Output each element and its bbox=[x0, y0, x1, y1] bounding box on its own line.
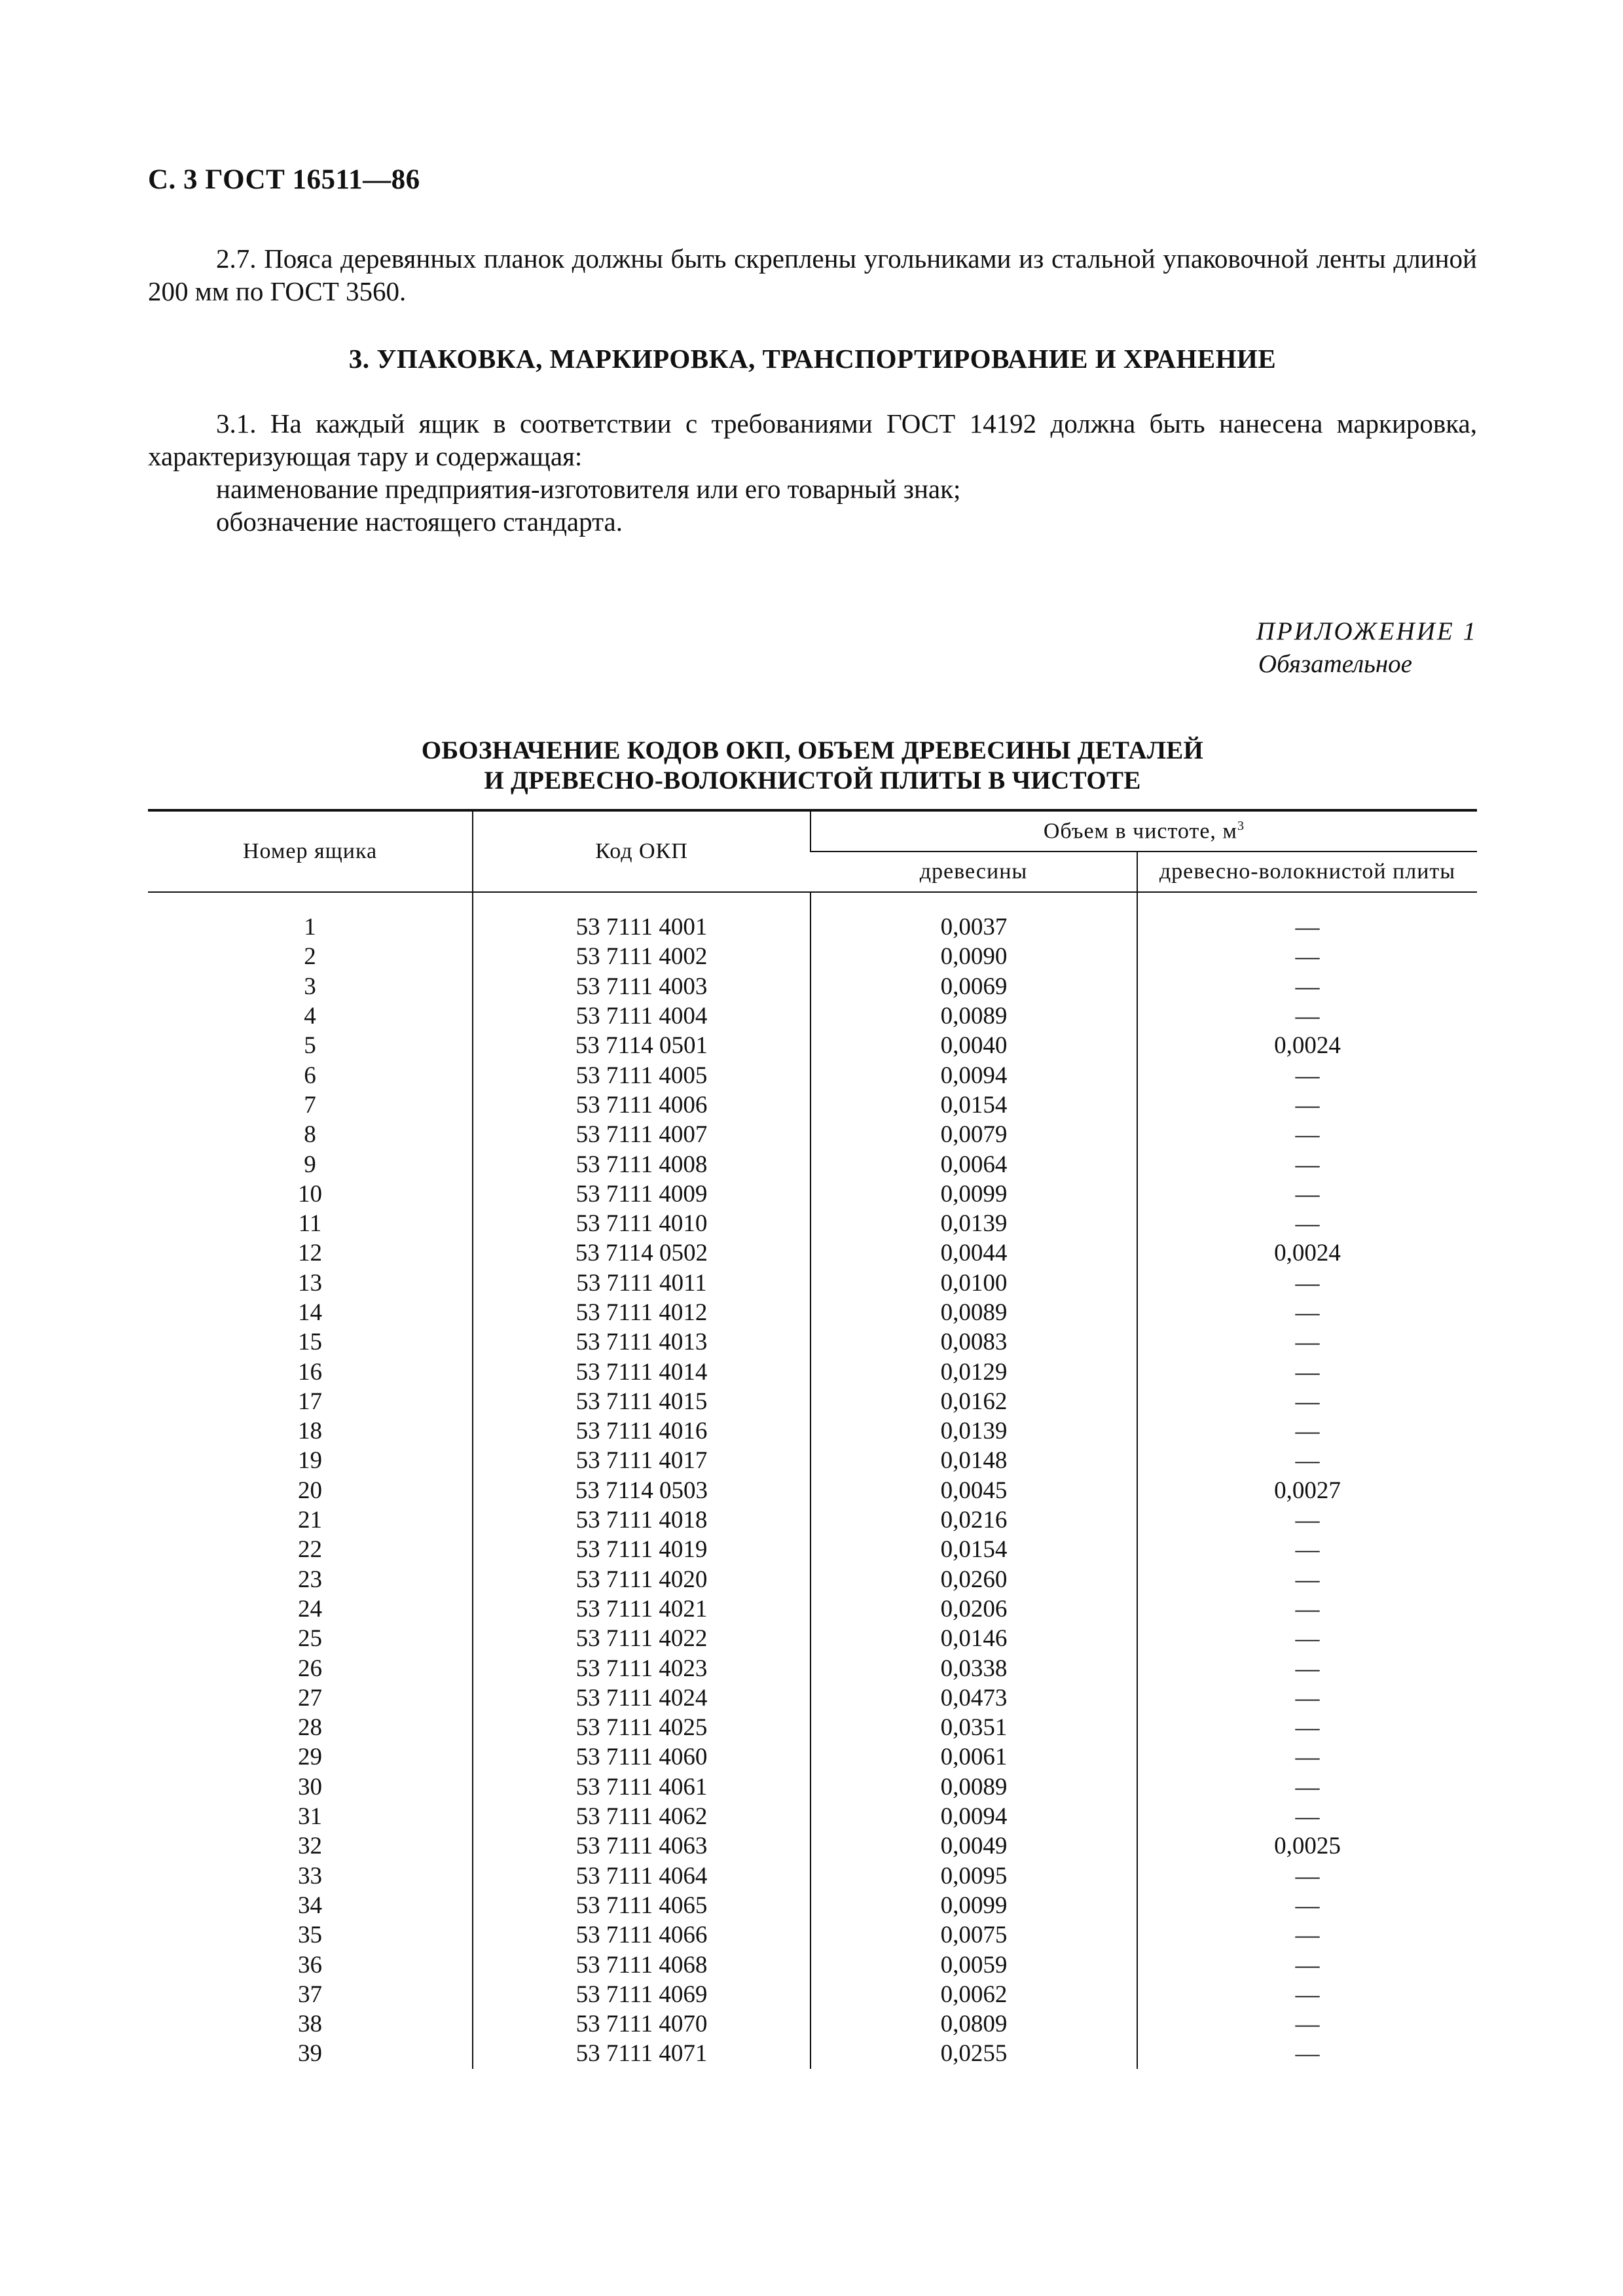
cell-box-number: 12 bbox=[298, 1240, 322, 1267]
table-row bbox=[148, 1624, 1477, 1653]
cell-okp-code: 53 7111 4012 bbox=[473, 1298, 811, 1327]
table-row bbox=[148, 972, 1477, 1001]
table-row bbox=[148, 1031, 1477, 1060]
cell-box-number: 1 bbox=[304, 914, 316, 941]
cell-fiberboard-volume: 0,0024 bbox=[1137, 1031, 1477, 1060]
cell-okp-code: 53 7111 4022 bbox=[473, 1624, 811, 1653]
cell-fiberboard-volume: — bbox=[1137, 1742, 1477, 1772]
table-row bbox=[148, 1298, 1477, 1327]
cell-wood-volume: 0,0216 bbox=[811, 1505, 1137, 1535]
cell-box-number: 14 bbox=[298, 1299, 322, 1326]
cell-box-number: 33 bbox=[298, 1862, 322, 1890]
cell-fiberboard-volume: — bbox=[1137, 1298, 1477, 1327]
cell-wood-volume: 0,0064 bbox=[811, 1149, 1137, 1179]
paragraph-3-1: 3.1. На каждый ящик в соответствии с требованиями ГОСТ 14192 должна быть нанесена маркировка, характеризующая тару и содержащая: bbox=[148, 408, 1477, 471]
table-row bbox=[148, 1861, 1477, 1891]
cell-wood-volume: 0,0809 bbox=[811, 2009, 1137, 2039]
cell-box-number: 13 bbox=[298, 1269, 322, 1297]
cell-okp-code: 53 7111 4014 bbox=[473, 1357, 811, 1386]
cell-okp-code: 53 7114 0501 bbox=[473, 1031, 811, 1060]
table-row bbox=[148, 942, 1477, 971]
table-row bbox=[148, 2039, 1477, 2068]
cell-okp-code: 53 7111 4025 bbox=[473, 1713, 811, 1742]
cell-wood-volume: 0,0089 bbox=[811, 1298, 1137, 1327]
cell-okp-code: 53 7111 4015 bbox=[473, 1387, 811, 1416]
cell-wood-volume: 0,0099 bbox=[811, 1179, 1137, 1209]
table-row bbox=[148, 1268, 1477, 1298]
header-fiberboard: древесно-волокнистой плиты bbox=[1137, 852, 1477, 892]
cell-box-number: 37 bbox=[298, 1981, 322, 2008]
table-row bbox=[148, 1120, 1477, 1149]
cell-box-number: 35 bbox=[298, 1922, 322, 1949]
cell-box-number: 28 bbox=[298, 1714, 322, 1742]
cell-box-number: 31 bbox=[298, 1803, 322, 1831]
table-row bbox=[148, 1238, 1477, 1268]
table-row bbox=[148, 1149, 1477, 1179]
cell-fiberboard-volume: — bbox=[1137, 1268, 1477, 1298]
cell-okp-code: 53 7111 4019 bbox=[473, 1535, 811, 1564]
cell-box-number: 8 bbox=[304, 1121, 316, 1149]
cell-fiberboard-volume: — bbox=[1137, 972, 1477, 1001]
cell-box-number: 19 bbox=[298, 1447, 322, 1475]
cell-box-number: 29 bbox=[298, 1744, 322, 1771]
cell-fiberboard-volume: — bbox=[1137, 1149, 1477, 1179]
header-okp-code: Код ОКП bbox=[473, 810, 811, 892]
cell-wood-volume: 0,0044 bbox=[811, 1238, 1137, 1268]
cell-wood-volume: 0,0059 bbox=[811, 1950, 1137, 1979]
cell-box-number: 9 bbox=[304, 1151, 316, 1178]
table-spacer-row bbox=[148, 892, 1477, 912]
cell-okp-code: 53 7111 4008 bbox=[473, 1149, 811, 1179]
cell-okp-code: 53 7111 4064 bbox=[473, 1861, 811, 1891]
cell-wood-volume: 0,0094 bbox=[811, 1060, 1137, 1090]
cell-box-number: 6 bbox=[304, 1062, 316, 1089]
cell-box-number: 32 bbox=[298, 1833, 322, 1860]
cell-okp-code: 53 7111 4063 bbox=[473, 1831, 811, 1861]
table-row bbox=[148, 1891, 1477, 1920]
table-row bbox=[148, 1476, 1477, 1505]
cell-box-number: 5 bbox=[304, 1032, 316, 1060]
cell-fiberboard-volume: — bbox=[1137, 2039, 1477, 2068]
cell-okp-code: 53 7111 4004 bbox=[473, 1001, 811, 1031]
appendix-label bbox=[1256, 615, 1478, 681]
cell-box-number: 27 bbox=[298, 1684, 322, 1712]
cell-wood-volume: 0,0090 bbox=[811, 942, 1137, 971]
cell-okp-code: 53 7111 4066 bbox=[473, 1920, 811, 1950]
unit-superscript: 3 bbox=[1237, 818, 1245, 833]
cell-okp-code: 53 7114 0503 bbox=[473, 1476, 811, 1505]
header-wood: древесины bbox=[811, 852, 1137, 892]
okp-codes-table bbox=[148, 809, 1477, 2069]
cell-okp-code: 53 7111 4020 bbox=[473, 1565, 811, 1594]
cell-fiberboard-volume: — bbox=[1137, 1001, 1477, 1031]
table-row bbox=[148, 1446, 1477, 1475]
header-box-number: Номер ящика bbox=[148, 810, 473, 892]
table-row bbox=[148, 1565, 1477, 1594]
table-row bbox=[148, 1920, 1477, 1950]
table-row bbox=[148, 1980, 1477, 2009]
cell-fiberboard-volume: — bbox=[1137, 1802, 1477, 1831]
cell-fiberboard-volume: — bbox=[1137, 1861, 1477, 1891]
cell-fiberboard-volume: — bbox=[1137, 1446, 1477, 1475]
table-row bbox=[148, 1327, 1477, 1357]
cell-fiberboard-volume: — bbox=[1137, 1416, 1477, 1446]
cell-box-number: 20 bbox=[298, 1477, 322, 1504]
cell-wood-volume: 0,0255 bbox=[811, 2039, 1137, 2068]
cell-box-number: 16 bbox=[298, 1358, 322, 1386]
table-body bbox=[148, 892, 1477, 2069]
cell-fiberboard-volume: — bbox=[1137, 1387, 1477, 1416]
cell-box-number: 26 bbox=[298, 1655, 322, 1682]
cell-box-number: 2 bbox=[304, 943, 316, 971]
cell-fiberboard-volume: — bbox=[1137, 1120, 1477, 1149]
cell-fiberboard-volume: — bbox=[1137, 1891, 1477, 1920]
cell-okp-code: 53 7111 4017 bbox=[473, 1446, 811, 1475]
cell-wood-volume: 0,0062 bbox=[811, 1980, 1137, 2009]
cell-okp-code: 53 7111 4060 bbox=[473, 1742, 811, 1772]
cell-okp-code: 53 7111 4068 bbox=[473, 1950, 811, 1979]
cell-wood-volume: 0,0075 bbox=[811, 1920, 1137, 1950]
paragraph-2-7: 2.7. Пояса деревянных планок должны быть скреплены угольниками из стальной упаковочной ленты длиной 200 мм по ГОСТ 3560. bbox=[148, 243, 1477, 306]
cell-box-number: 23 bbox=[298, 1566, 322, 1593]
cell-fiberboard-volume: — bbox=[1137, 1327, 1477, 1357]
cell-wood-volume: 0,0069 bbox=[811, 972, 1137, 1001]
cell-okp-code: 53 7111 4010 bbox=[473, 1209, 811, 1238]
table-row bbox=[148, 1001, 1477, 1031]
page-header: С. 3 ГОСТ 16511—86 bbox=[148, 164, 420, 195]
cell-okp-code: 53 7111 4069 bbox=[473, 1980, 811, 2009]
table-row bbox=[148, 1772, 1477, 1802]
cell-fiberboard-volume: — bbox=[1137, 1653, 1477, 1683]
cell-fiberboard-volume: — bbox=[1137, 1920, 1477, 1950]
table-row bbox=[148, 1802, 1477, 1831]
cell-wood-volume: 0,0094 bbox=[811, 1802, 1137, 1831]
table-row bbox=[148, 1060, 1477, 1090]
cell-okp-code: 53 7111 4061 bbox=[473, 1772, 811, 1802]
cell-wood-volume: 0,0049 bbox=[811, 1831, 1137, 1861]
cell-wood-volume: 0,0260 bbox=[811, 1565, 1137, 1594]
cell-fiberboard-volume: 0,0027 bbox=[1137, 1476, 1477, 1505]
appendix-status: Обязательное bbox=[1258, 650, 1412, 678]
table-row bbox=[148, 1505, 1477, 1535]
cell-box-number: 24 bbox=[298, 1595, 322, 1623]
appendix-number: ПРИЛОЖЕНИЕ 1 bbox=[1256, 617, 1478, 645]
table-row bbox=[148, 1357, 1477, 1386]
cell-box-number: 11 bbox=[298, 1210, 322, 1238]
cell-okp-code: 53 7111 4016 bbox=[473, 1416, 811, 1446]
cell-okp-code: 53 7111 4062 bbox=[473, 1802, 811, 1831]
cell-wood-volume: 0,0139 bbox=[811, 1209, 1137, 1238]
cell-fiberboard-volume: — bbox=[1137, 1060, 1477, 1090]
cell-box-number: 38 bbox=[298, 2011, 322, 2038]
cell-okp-code: 53 7111 4065 bbox=[473, 1891, 811, 1920]
cell-fiberboard-volume: — bbox=[1137, 942, 1477, 971]
cell-box-number: 18 bbox=[298, 1418, 322, 1445]
cell-okp-code: 53 7111 4021 bbox=[473, 1594, 811, 1624]
table-row bbox=[148, 912, 1477, 942]
cell-fiberboard-volume: — bbox=[1137, 1179, 1477, 1209]
table-row bbox=[148, 2009, 1477, 2039]
cell-wood-volume: 0,0079 bbox=[811, 1120, 1137, 1149]
cell-wood-volume: 0,0045 bbox=[811, 1476, 1137, 1505]
cell-okp-code: 53 7111 4005 bbox=[473, 1060, 811, 1090]
cell-box-number: 34 bbox=[298, 1892, 322, 1919]
cell-fiberboard-volume: — bbox=[1137, 1594, 1477, 1624]
cell-wood-volume: 0,0146 bbox=[811, 1624, 1137, 1653]
cell-box-number: 4 bbox=[304, 1003, 316, 1030]
cell-wood-volume: 0,0148 bbox=[811, 1446, 1137, 1475]
cell-okp-code: 53 7111 4001 bbox=[473, 912, 811, 942]
table-title-line-1: ОБОЗНАЧЕНИЕ КОДОВ ОКП, ОБЪЕМ ДРЕВЕСИНЫ ДЕТАЛЕЙ bbox=[421, 736, 1204, 764]
table-row bbox=[148, 1742, 1477, 1772]
cell-box-number: 10 bbox=[298, 1180, 322, 1208]
cell-wood-volume: 0,0040 bbox=[811, 1031, 1137, 1060]
table-title-line-2: И ДРЕВЕСНО-ВОЛОКНИСТОЙ ПЛИТЫ В ЧИСТОТЕ bbox=[484, 766, 1141, 795]
cell-fiberboard-volume: — bbox=[1137, 912, 1477, 942]
cell-box-number: 15 bbox=[298, 1329, 322, 1356]
cell-wood-volume: 0,0351 bbox=[811, 1713, 1137, 1742]
marking-item-manufacturer: наименование предприятия-изготовителя или его товарный знак; bbox=[216, 474, 961, 504]
cell-okp-code: 53 7111 4070 bbox=[473, 2009, 811, 2039]
section-3-title: 3. УПАКОВКА, МАРКИРОВКА, ТРАНСПОРТИРОВАНИЕ И ХРАНЕНИЕ bbox=[348, 344, 1277, 374]
cell-fiberboard-volume: — bbox=[1137, 1683, 1477, 1713]
cell-okp-code: 53 7111 4018 bbox=[473, 1505, 811, 1535]
cell-fiberboard-volume: — bbox=[1137, 1565, 1477, 1594]
cell-box-number: 7 bbox=[304, 1091, 316, 1119]
cell-box-number: 36 bbox=[298, 1951, 322, 1979]
cell-wood-volume: 0,0089 bbox=[811, 1772, 1137, 1802]
cell-wood-volume: 0,0154 bbox=[811, 1535, 1137, 1564]
cell-fiberboard-volume: — bbox=[1137, 1357, 1477, 1386]
table-row bbox=[148, 1090, 1477, 1120]
marking-item-standard: обозначение настоящего стандарта. bbox=[216, 507, 623, 537]
table-row bbox=[148, 1179, 1477, 1209]
cell-box-number: 17 bbox=[298, 1388, 322, 1415]
cell-fiberboard-volume: — bbox=[1137, 1535, 1477, 1564]
table-row bbox=[148, 1950, 1477, 1979]
cell-fiberboard-volume: — bbox=[1137, 1772, 1477, 1802]
cell-wood-volume: 0,0099 bbox=[811, 1891, 1137, 1920]
table-row bbox=[148, 1594, 1477, 1624]
table-row bbox=[148, 1831, 1477, 1861]
cell-okp-code: 53 7111 4071 bbox=[473, 2039, 811, 2068]
cell-okp-code: 53 7111 4023 bbox=[473, 1653, 811, 1683]
cell-box-number: 22 bbox=[298, 1536, 322, 1564]
cell-box-number: 30 bbox=[298, 1773, 322, 1801]
cell-wood-volume: 0,0338 bbox=[811, 1653, 1137, 1683]
cell-wood-volume: 0,0162 bbox=[811, 1387, 1137, 1416]
cell-fiberboard-volume: — bbox=[1137, 2009, 1477, 2039]
table-title bbox=[148, 736, 1477, 796]
cell-box-number: 25 bbox=[298, 1625, 322, 1653]
cell-okp-code: 53 7114 0502 bbox=[473, 1238, 811, 1268]
cell-wood-volume: 0,0139 bbox=[811, 1416, 1137, 1446]
cell-wood-volume: 0,0206 bbox=[811, 1594, 1137, 1624]
cell-okp-code: 53 7111 4009 bbox=[473, 1179, 811, 1209]
table-row bbox=[148, 1416, 1477, 1446]
cell-wood-volume: 0,0129 bbox=[811, 1357, 1137, 1386]
cell-fiberboard-volume: — bbox=[1137, 1980, 1477, 2009]
cell-fiberboard-volume: — bbox=[1137, 1624, 1477, 1653]
cell-fiberboard-volume: — bbox=[1137, 1950, 1477, 1979]
table-row bbox=[148, 1653, 1477, 1683]
cell-fiberboard-volume: — bbox=[1137, 1505, 1477, 1535]
cell-wood-volume: 0,0100 bbox=[811, 1268, 1137, 1298]
cell-okp-code: 53 7111 4007 bbox=[473, 1120, 811, 1149]
table-row bbox=[148, 1683, 1477, 1713]
cell-fiberboard-volume: — bbox=[1137, 1713, 1477, 1742]
table-row bbox=[148, 1387, 1477, 1416]
cell-fiberboard-volume: — bbox=[1137, 1090, 1477, 1120]
cell-fiberboard-volume: — bbox=[1137, 1209, 1477, 1238]
cell-okp-code: 53 7111 4013 bbox=[473, 1327, 811, 1357]
cell-wood-volume: 0,0089 bbox=[811, 1001, 1137, 1031]
cell-okp-code: 53 7111 4024 bbox=[473, 1683, 811, 1713]
cell-wood-volume: 0,0095 bbox=[811, 1861, 1137, 1891]
table-row bbox=[148, 1535, 1477, 1564]
cell-fiberboard-volume: 0,0024 bbox=[1137, 1238, 1477, 1268]
cell-fiberboard-volume: 0,0025 bbox=[1137, 1831, 1477, 1861]
cell-okp-code: 53 7111 4006 bbox=[473, 1090, 811, 1120]
cell-wood-volume: 0,0061 bbox=[811, 1742, 1137, 1772]
cell-wood-volume: 0,0473 bbox=[811, 1683, 1137, 1713]
header-volume-group: Объем в чистоте, $м^3$ bbox=[811, 810, 1477, 852]
table-row bbox=[148, 1209, 1477, 1238]
cell-box-number: 21 bbox=[298, 1507, 322, 1534]
cell-wood-volume: 0,0037 bbox=[811, 912, 1137, 942]
cell-okp-code: 53 7111 4011 bbox=[473, 1268, 811, 1298]
cell-okp-code: 53 7111 4003 bbox=[473, 972, 811, 1001]
cell-wood-volume: 0,0083 bbox=[811, 1327, 1137, 1357]
cell-box-number: 3 bbox=[304, 973, 316, 1000]
cell-wood-volume: 0,0154 bbox=[811, 1090, 1137, 1120]
cell-box-number: 39 bbox=[298, 2040, 322, 2068]
cell-okp-code: 53 7111 4002 bbox=[473, 942, 811, 971]
table-row bbox=[148, 1713, 1477, 1742]
